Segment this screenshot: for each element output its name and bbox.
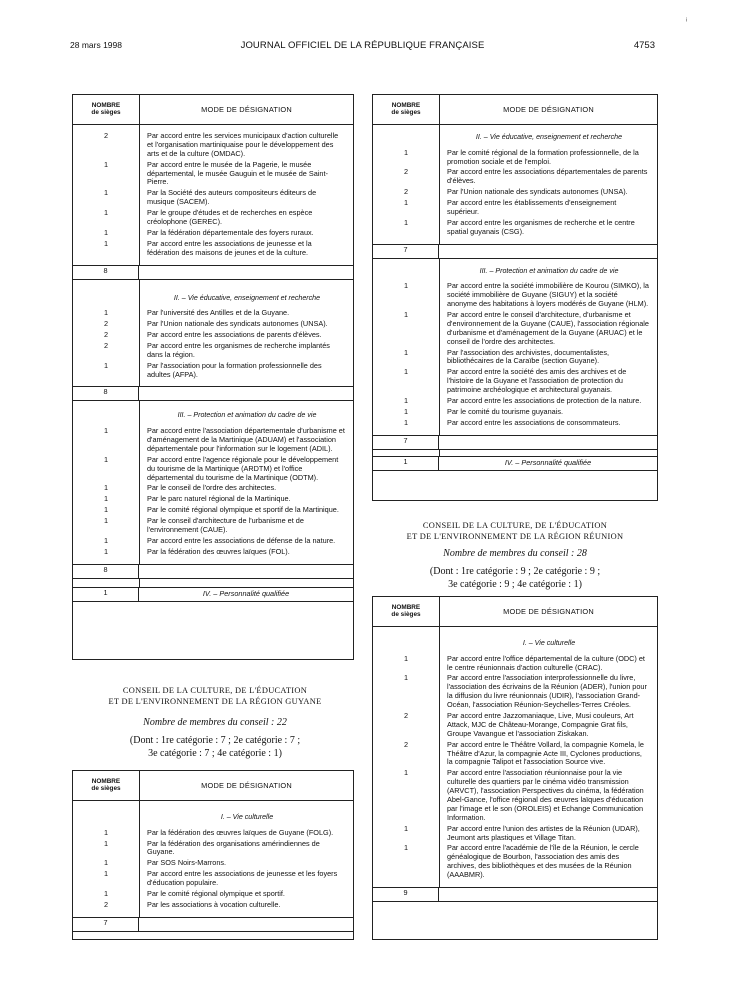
reunion-table [372,596,658,940]
seat-count: 1 [403,347,409,357]
table-row [73,536,353,547]
table-row [373,367,657,396]
col-count-header: NOMBRE de sièges [73,95,140,124]
designation-text: Par accord entre les établissements d'enseignement supérieur. [447,198,617,216]
seat-count: 1 [103,838,109,848]
table-row [73,319,353,330]
section-total: 8 [73,265,353,280]
seat-count: 1 [103,888,109,898]
guyane-council-heading [70,686,360,760]
col-count-header: NOMBRE de sièges [73,771,140,800]
seat-count: 1 [403,147,409,157]
designation-text: Par la fédération départementale des foyers ruraux. [147,227,314,237]
designation-text: Par accord entre le musée de la Pagerie, le musée départemental, le musée Gauguin et le musée de Saint-Pierre. [147,159,328,187]
table-row [373,187,657,198]
table-row [73,341,353,361]
designation-text: Par accord entre les associations de consommateurs. [447,417,621,427]
section-title: II. – Vie éducative, enseignement et recherche [475,133,623,141]
council-title-line1: CONSEIL DE LA CULTURE, DE L'ÉDUCATION [422,521,608,530]
seat-count: 1 [403,653,409,663]
seat-count: 1 [403,281,409,291]
seat-count: 1 [103,827,109,837]
seat-count: 1 [103,426,109,436]
col-mode-header: MODE DE DÉSIGNATION [201,780,292,790]
table-row [73,900,353,911]
table-row [73,547,353,558]
designation-text: Par le comité du tourisme guyanais. [447,406,563,416]
designation-text: Par le conseil de l'ordre des architectes. [147,483,277,493]
table-body [73,125,353,602]
designation-text: Par la Société des auteurs compositeurs éditeurs de musique (SACEM). [147,188,317,207]
designation-text: Par accord entre l'agence régionale pour le développement du tourisme de la Martinique (ARDTM) et l'office départemental du tourisme de la Martinique (ODTM). [147,454,339,482]
table-row [373,843,657,881]
designation-text: Par accord entre Jazzomaniaque, Live, Musi couleurs, Art Attack, MJC de Château-Morange, Compagnie Grat fils, Groupe Vavangue et l'association Ziskakan. [447,710,634,738]
header-date: 28 mars 1998 [70,40,122,50]
designation-text: Par accord entre l'académie de l'île de la Réunion, le cercle généalogique de Bourbon, l'association des amis des archives, des bibliothèques et des musées de la Réunion (AAABMR). [447,843,639,880]
corner-mark: ᵢ [686,14,688,23]
table-row [373,407,657,418]
seat-count: 1 [403,843,409,853]
section-total: 7 [373,435,657,450]
council-title-line2: ET DE L'ENVIRONNEMENT DE LA RÉGION RÉUNION [406,531,624,541]
designation-text: Par SOS Noirs-Marrons. [147,858,227,868]
seat-count: 1 [103,454,109,464]
seat-count: 2 [103,131,109,140]
designation-text: Par les associations à vocation culturelle. [147,899,281,909]
col-mode-header: MODE DE DÉSIGNATION [201,104,292,114]
table-row [73,828,353,839]
designation-text: Par le parc naturel régional de la Martinique. [147,494,291,504]
designation-text: Par l'Union nationale des syndicats autonomes (UNSA). [147,319,328,329]
table-row [73,889,353,900]
guyane-table-part2 [372,94,658,501]
designation-text: Par la fédération des œuvres laïques de Guyane (FOLG). [147,827,334,837]
designation-text: Par le comité régional olympique et sportif. [147,888,285,898]
designation-text: Par l'université des Antilles et de la Guyane. [147,308,290,318]
seat-count: 2 [103,319,109,329]
designation-text: Par accord entre le Théâtre Vollard, la compagnie Komela, le Théâtre d'Azur, la compagnie Acte III, Cyclones productions, la compagnie Talipot et l'association Source vive. [447,739,644,767]
seat-count: 2 [103,340,109,350]
table-row [73,505,353,516]
section-title: III. – Protection et animation du cadre de vie [177,411,317,420]
section-title: III. – Protection et animation du cadre de vie [479,266,619,275]
table-header [73,95,353,125]
seat-count: 1 [103,159,109,169]
table-row [373,740,657,769]
designation-text: Par accord entre les associations de défense de la nature. [147,535,336,545]
guyane-table-part1 [72,770,354,940]
designation-text: Par l'Union nationale des syndicats autonomes (UNSA). [447,187,628,197]
col-mode-header: MODE DE DÉSIGNATION [503,104,594,114]
table-row [73,330,353,341]
col-mode-header: MODE DE DÉSIGNATION [503,606,594,616]
seat-count: 1 [103,535,109,545]
designation-text: Par la fédération des organisations amérindiennes de Guyane. [147,838,320,857]
table-row [73,483,353,494]
seat-count: 1 [103,360,109,370]
section-total: 7 [73,917,353,932]
designation-text: Par accord entre les associations de parents d'élèves. [147,330,322,339]
designation-text: Par le comité régional de la formation professionnelle, de la promotion sociale et de l'emploi. [447,147,639,166]
table-body [373,627,657,902]
section-total: 8 [73,564,353,579]
designation-text: Par accord entre l'office départemental de la culture (ODC) et le centre réunionnais d'action culturelle (CRAC). [447,653,645,672]
table-row [373,673,657,711]
seat-count: 1 [103,494,109,504]
table-row [73,239,353,259]
designation-text: Par accord entre la société des amis des archives et de l'histoire de la Guyane et l'association de protection du patrimoine archéologique et architectural guyanais. [447,367,627,395]
designation-text: Par accord entre les associations de jeunesse et les foyers d'éducation populaire. [147,869,338,888]
table-row [373,167,657,187]
section-title: II. – Vie éducative, enseignement et recherche [173,293,321,302]
designation-text: Par accord entre la société immobilière de Kourou (SIMKO), la société immobilière de Guyane (SIGUY) et la société anonyme des habitations à loyers modérés de Guyane (HLM). [447,281,649,309]
table-row [73,426,353,455]
seat-count: 1 [103,869,109,879]
page-header [70,40,655,54]
designation-text: Par accord entre les associations de jeunesse et la fédération des maisons de jeunes et de la culture. [147,238,312,257]
reunion-council-heading [370,521,660,591]
journal-title: JOURNAL OFFICIEL DE LA RÉPUBLIQUE FRANÇAISE [240,40,485,51]
table-row [73,208,353,228]
table-header [373,95,657,125]
seat-count: 1 [103,483,109,493]
table-row [73,160,353,189]
designation-text: Par accord entre les organismes de recherche implantés dans la région. [147,340,330,359]
seat-count: 2 [103,330,109,339]
seat-count: 1 [403,367,409,377]
col-count-header: NOMBRE de sièges [373,597,440,626]
table-row [73,516,353,536]
table-row [373,654,657,674]
section-total: 8 [73,386,353,401]
seat-count: 1 [103,227,109,237]
council-categories: (Dont : 1re catégorie : 9 ; 2e catégorie : 9 ; 3e catégorie : 9 ; 4e catégorie : 1) [429,566,601,590]
designation-text: Par le groupe d'études et de recherches en espèce créolophone (GEREC). [147,208,313,227]
table-row [73,308,353,319]
qualified-person-row: 1 IV. – Personnalité qualifiée [73,587,353,602]
seat-count: 1 [403,395,409,405]
council-members-count: Nombre de membres du conseil : 28 [443,548,587,559]
seat-count: 1 [403,673,409,683]
seat-count: 1 [403,417,409,427]
table-row [373,396,657,407]
council-title-line2: ET DE L'ENVIRONNEMENT DE LA RÉGION GUYANE [108,696,322,706]
table-row [373,148,657,168]
seat-count: 1 [403,198,409,208]
designation-text: Par accord entre l'association départementale d'urbanisme et d'aménagement de la Martinique (ADUAM) et l'association départementale pour l'information sur le logement (ADIL). [147,426,345,453]
table-row [373,418,657,429]
seat-count: 1 [403,309,409,319]
seat-count: 1 [103,546,109,556]
designation-text: Par accord entre l'association réunionnaise pour la vie culturelle des quartiers par le cinéma vidéo transmission (ARVCT), l'association Perspectives du cinéma, la fédération Abel-Gance, l'office régional des œuvres laïques d'éducation par l'image et le son (OROLEIS) et Echange Communication Information. [447,768,644,822]
seat-count: 1 [103,505,109,515]
designation-text: Par le conseil d'architecture de l'urbanisme et de l'environnement (CAUE). [147,516,304,534]
table-row [73,858,353,869]
council-members-count: Nombre de membres du conseil : 22 [143,717,287,728]
seat-count: 1 [103,858,109,868]
table-row [373,768,657,823]
table-row [73,361,353,381]
table-row [373,310,657,348]
section-total: 9 [373,887,657,902]
designation-text: Par accord entre les services municipaux d'action culturelle et l'organisation martiniquaise pour le développement des arts et de la culture (OMDAC). [147,131,339,158]
table-row [373,218,657,238]
table-row [73,839,353,859]
qualified-person-row: 1 IV. – Personnalité qualifiée [373,456,657,471]
section-title: I. – Vie culturelle [220,813,274,821]
designation-text: Par accord entre l'association interprofessionnelle du livre, l'association des écrivains de la Réunion (ADER), l'union pour la diffusion du livre réunionnais (UDIR), l'association Grand-Océan, l'association Réunion-Seychelles-Terres Créoles. [447,673,647,710]
table-row [73,131,353,160]
seat-count: 1 [403,406,409,416]
table-row [373,281,657,310]
col-count-header: NOMBRE de sièges [373,95,440,124]
table-row [73,455,353,484]
seat-count: 1 [403,217,409,227]
designation-text: Par l'association pour la formation professionnelle des adultes (AFPA). [147,360,322,379]
seat-count: 2 [403,710,409,720]
seat-count: 2 [403,739,409,749]
martinique-table [72,94,354,660]
designation-text: Par accord entre le conseil d'architecture, d'urbanisme et d'environnement de la Guyane (CAUE), l'association régionale d'urbanisme et d'aménagement de la Guyane (ARUAC) et le conseil de l'ordre des architectes. [447,309,649,346]
table-row [373,824,657,844]
council-title-line1: CONSEIL DE LA CULTURE, DE L'ÉDUCATION [122,686,308,695]
seat-count: 1 [103,208,109,218]
table-header [373,597,657,627]
table-header [73,771,353,801]
seat-count: 1 [103,188,109,198]
seat-count: 2 [403,167,409,177]
table-row [373,348,657,368]
page-number: 4753 [633,40,655,51]
table-row [73,869,353,889]
table-row [73,228,353,239]
section-total: 7 [373,244,657,259]
table-body [373,125,657,471]
designation-text: Par l'association des archivistes, documentalistes, bibliothécaires de la Caraïbe (section Guyane). [447,347,609,366]
seat-count: 2 [403,187,409,197]
designation-text: Par la fédération des œuvres laïques (FOL). [147,546,290,556]
council-categories: (Dont : 1re catégorie : 7 ; 2e catégorie : 7 ; 3e catégorie : 7 ; 4e catégorie : 1) [129,735,301,759]
table-body [73,801,353,932]
section-title: I. – Vie culturelle [522,639,576,647]
seat-count: 1 [403,823,409,833]
table-row [373,198,657,218]
seat-count: 2 [103,899,109,909]
designation-text: Par accord entre les associations départementales de parents d'élèves. [447,167,648,186]
table-row [73,494,353,505]
seat-count: 1 [103,238,109,248]
designation-text: Par accord entre les associations de protection de la nature. [447,395,642,405]
seat-count: 1 [403,768,409,778]
designation-text: Par accord entre les organismes de recherche et le centre spatial guyanais (CSG). [447,217,635,236]
table-row [373,711,657,740]
seat-count: 1 [103,308,109,318]
table-row [73,188,353,208]
seat-count: 1 [103,516,109,526]
designation-text: Par le comité régional olympique et sportif de la Martinique. [147,505,339,515]
designation-text: Par accord entre l'union des artistes de la Réunion (UDAR), Jeumont arts plastiques et Village Titan. [447,823,640,842]
